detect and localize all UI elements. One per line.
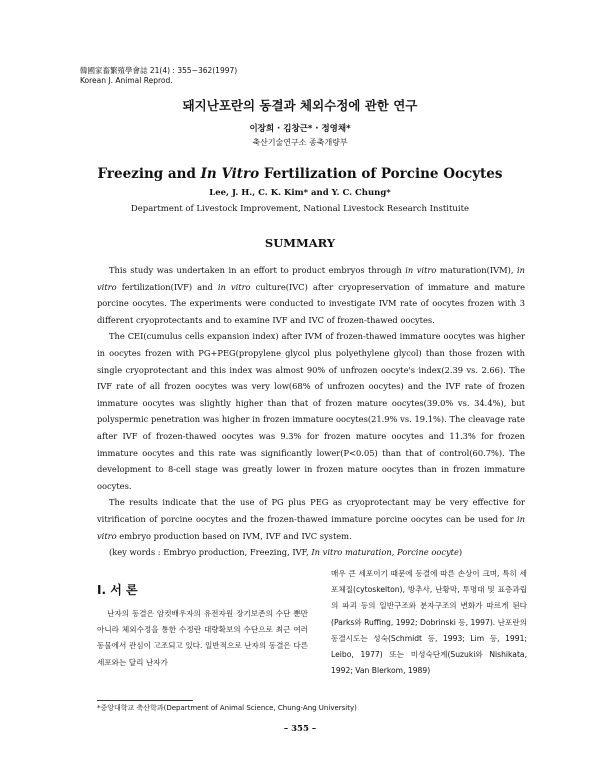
abstract-italic: in vitro: [217, 281, 251, 292]
intro-paragraph: 매우 큰 세포이기 때문에 동결에 따른 손상이 크며, 특히 세포체질(cytoskelton), 방추사, 난황막, 투명대 및 표층과립의 파괴 등의 일반구조와 분자구조의 변화가 따르게 된다(Parks와 Ruffing, 1992; Dobrinski 등, 1997). 난포란의 동결시도는 성숙(Schmidt 등, 1993; Lim 등, 1991; Leibo, 1977) 또는 미성숙단계(Suzuki와 Nishikata, 1992; Van Blerkom, 1989): [331, 569, 527, 676]
abstract-text: embryo production based on IVM, IVF and IVC system.: [116, 530, 352, 541]
abstract-paragraph-3: [97, 494, 525, 544]
institution-english: Department of Livestock Improvement, National Livestock Research Instituite: [130, 204, 470, 214]
section-heading-introduction: Ⅰ. 서 론: [97, 583, 138, 597]
keywords-text: ): [458, 547, 463, 558]
abstract-paragraph-2: The CEI(cumulus cells expansion index) after IVM of frozen-thawed immature oocytes was higher in oocytes frozen with PG+PEG(propylene glycol plus polyethylene glycol) than those frozen with single cryoprotectant and this index was almost 90% of unfrozen oocyte's index(2.39 vs. 2.66). The IVF rate of all frozen oocytes was very low(68% of unfrozen oocytes) and the IVF rate of frozen immature oocytes was slightly higher than that of frozen mature oocytes(39.0% vs. 34.4%), but polyspermic penetration was higher in frozen immature oocytes(21.9% vs. 19.1%). The cleavage rate after IVF of frozen-thawed oocytes was 9.3% for frozen mature oocytes and 11.3% for frozen immature oocytes and this rate was significantly lower(P<0.05) than that of control(60.7%). The development to 8-cell stage was greatly lower in frozen mature oocytes than in frozen immature oocytes.: [97, 331, 525, 491]
journal-line-english: Korean J. Animal Reprod.: [80, 76, 173, 85]
intro-paragraph: 난자의 동결은 암컷배우자의 유전자원 장기보존의 수단 뿐만 아니라 체외수정을 통한 수정란 대량확보의 수단으로 최근 여러 동물에서 관심이 고조되고 있다. 일반적으로 난자의 동결은 다른 세포와는 달리 난자가: [97, 609, 308, 667]
abstract-italic: in vitro: [405, 265, 437, 275]
authors-english: Lee, J. H., C. K. Kim* and Y. C. Chung*: [209, 188, 391, 198]
authors-korean: 이장희 · 김창근* · 정영채*: [249, 124, 351, 134]
keywords-text: (key words : Embryo production, Freezing, IVF,: [109, 547, 312, 558]
title-english-pre: Freezing and: [97, 166, 201, 182]
institution-korean: 축산기술연구소 종축개량부: [252, 138, 348, 147]
abstract-text: maturation(IVM),: [436, 265, 517, 275]
title-english-post: Fertilization of Porcine Oocytes: [259, 166, 503, 182]
abstract-text: fertilization(IVF) and: [116, 281, 218, 292]
footnote: *중앙대학교 축산학과(Department of Animal Science, Chung-Ang University): [97, 704, 357, 712]
abstract-text: culture(IVC) after cryopreservation of immature and mature porcine oocytes. The experiments were conducted to investigate IVM rate of oocytes frozen with 3 different cryoprotectants and to examine IVF and IVC of frozen-thawed oocytes.: [97, 281, 525, 325]
abstract-italic: in vitro: [97, 265, 525, 292]
abstract-paragraph-1: [97, 262, 525, 328]
intro-column-left: [97, 606, 308, 671]
keywords: [97, 544, 525, 561]
abstract-italic: in vitro: [97, 513, 525, 541]
journal-citation: [80, 66, 237, 86]
page-number: – 355 –: [283, 724, 317, 734]
footnote-rule: [97, 700, 193, 701]
abstract: [97, 262, 525, 561]
intro-column-right: [331, 566, 527, 679]
summary-heading: SUMMARY: [264, 236, 336, 250]
journal-line-korean: 韓國家畜繁殖學會誌 21(4) : 355~362(1997): [80, 66, 238, 75]
title-english: [0, 166, 600, 182]
abstract-text: This study was undertaken in an effort to product embryos through: [109, 265, 406, 275]
keywords-italic: In vitro maturation, Porcine oocyte: [311, 547, 459, 558]
abstract-text: The results indicate that the use of PG plus PEG as cryoprotectant may be very effective for vitrification of porcine oocytes and the frozen-thawed immature porcine oocytes can be used for: [97, 497, 525, 524]
title-english-italic: In Vitro: [200, 166, 260, 182]
title-korean: 돼지난포란의 동결과 체외수정에 관한 연구: [182, 98, 418, 113]
